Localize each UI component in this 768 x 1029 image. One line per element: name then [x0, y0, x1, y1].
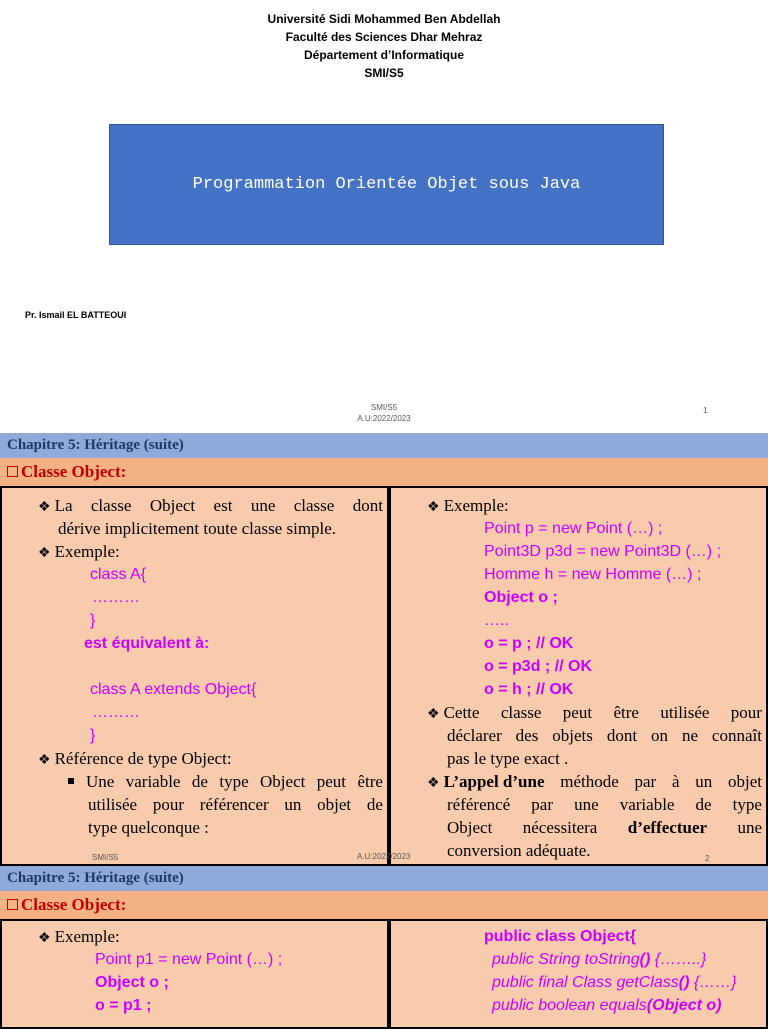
slide3-left-code-1: Point p1 = new Point (…) ; — [95, 951, 283, 968]
faculty-name: Faculté des Sciences Dhar Mehraz — [285, 30, 483, 44]
word: être — [613, 703, 639, 722]
slide2-left-panel — [0, 486, 389, 866]
slide2-footer-year: A.U:2022/2023 — [357, 852, 411, 861]
left-line4b — [88, 793, 383, 816]
bold-word: d’effectuer — [627, 818, 708, 837]
code-part: (Object o) — [646, 997, 722, 1014]
professor-name: Pr. Ismail EL BATTEOUI — [25, 310, 127, 320]
slide1-page-number: 1 — [703, 406, 708, 415]
university-header — [0, 10, 768, 82]
left-code-5: class A extends Object{ — [90, 681, 257, 698]
slide3-chapter-title: Chapitre 5: Héritage (suite) — [7, 870, 184, 886]
word: utilisée — [660, 703, 710, 722]
word: pour — [730, 703, 762, 722]
word: une — [250, 496, 276, 515]
slide3-right-code-3 — [492, 971, 737, 994]
word: Cette — [443, 703, 480, 722]
word: objets — [552, 726, 593, 745]
checkbox-square-icon — [7, 466, 18, 477]
diamond-bullet-icon: ❖ — [38, 931, 51, 946]
text: Exemple: — [54, 927, 120, 946]
square-bullet-icon — [68, 778, 74, 784]
code-part: public boolean equals — [492, 997, 647, 1014]
left-line4c: type quelconque : — [88, 818, 209, 837]
word: référencer — [199, 795, 269, 814]
word: une — [574, 795, 599, 814]
code-part: {……} — [689, 974, 737, 991]
slide2-page-number: 2 — [705, 854, 710, 863]
right-line3a — [427, 770, 762, 795]
right-line3b — [447, 793, 762, 816]
left-code-6: ……… — [92, 704, 140, 721]
text: Exemple: — [443, 496, 509, 515]
left-code-4: est équivalent à: — [84, 635, 210, 652]
word: par — [531, 795, 554, 814]
slide2-section-title — [7, 462, 126, 482]
word: objet — [727, 772, 762, 791]
word: type — [732, 795, 762, 814]
left-code-1: class A{ — [90, 566, 147, 583]
word: un — [695, 772, 713, 791]
word: de — [695, 795, 712, 814]
right-code-4: Object o ; — [484, 589, 558, 606]
slide3-right-code-4 — [492, 994, 721, 1017]
right-code-1: Point p = new Point (…) ; — [484, 520, 663, 537]
slide3-section-bar — [0, 891, 768, 919]
word: variable — [125, 772, 181, 791]
slide3-right-panel — [389, 919, 768, 1029]
diamond-bullet-icon: ❖ — [427, 500, 440, 515]
right-code-2: Point3D p3d = new Point3D (…) ; — [484, 543, 722, 560]
slide3-right-code-2 — [492, 948, 706, 971]
word: objet — [317, 795, 352, 814]
slide2-section-label: Classe Object: — [21, 462, 127, 481]
slide3-section-label: Classe Object: — [21, 895, 127, 914]
right-code-7: o = p3d ; // OK — [484, 658, 593, 675]
diamond-bullet-icon: ❖ — [38, 546, 51, 561]
left-line1a — [38, 494, 383, 519]
slide3-chapter-bar — [0, 866, 768, 891]
right-line2b — [447, 724, 762, 747]
word: Object — [260, 772, 306, 791]
word: de — [191, 772, 208, 791]
code-part: () — [678, 974, 690, 991]
word: référencé — [447, 795, 511, 814]
word: peut — [562, 703, 593, 722]
diamond-bullet-icon: ❖ — [427, 776, 440, 791]
word: des — [515, 726, 539, 745]
right-line2c: pas le type exact . — [447, 749, 569, 768]
word: par — [634, 772, 657, 791]
word: connaît — [711, 726, 762, 745]
word: Une — [86, 772, 115, 791]
title-banner — [109, 124, 664, 245]
word: être — [357, 772, 383, 791]
left-example-label — [38, 540, 120, 565]
code-part: public final Class getClass — [492, 974, 679, 991]
checkbox-square-icon — [7, 899, 18, 910]
right-code-3: Homme h = new Homme (…) ; — [484, 566, 702, 583]
left-reference-label — [38, 747, 232, 772]
diamond-bullet-icon: ❖ — [427, 707, 440, 722]
word: une — [737, 818, 762, 837]
word: dont — [352, 496, 383, 515]
slide2-section-bar — [0, 458, 768, 486]
diamond-bullet-icon: ❖ — [38, 753, 51, 768]
word: à — [671, 772, 680, 791]
word: classe — [500, 703, 542, 722]
word: La — [54, 496, 73, 515]
slide3-left-panel — [0, 919, 389, 1029]
slide1-footer-course: SMI/S5 — [370, 403, 398, 412]
right-line3c — [447, 816, 762, 839]
code-part: () — [639, 951, 651, 968]
left-code-3: } — [90, 612, 96, 629]
word: variable — [619, 795, 675, 814]
word: classe — [90, 496, 132, 515]
code-part: {……..} — [650, 951, 707, 968]
word: méthode — [560, 772, 619, 791]
slide2-right-panel — [389, 486, 768, 866]
word: ne — [681, 726, 698, 745]
diamond-bullet-icon: ❖ — [38, 500, 51, 515]
slide3-section-title — [7, 895, 126, 915]
right-code-5: ….. — [484, 612, 509, 629]
slide2-footer-course: SMI/S5 — [92, 853, 119, 862]
word: utilisée — [88, 795, 138, 814]
word: Object — [447, 818, 493, 837]
right-line2a — [427, 701, 762, 726]
slide3-right-code-1: public class Object{ — [484, 928, 637, 945]
right-code-8: o = h ; // OK — [484, 681, 574, 698]
slide3-left-code-3: o = p1 ; — [95, 997, 152, 1014]
left-line4a — [68, 770, 383, 793]
course-title: Programmation Orientée Objet sous Java — [192, 175, 581, 194]
code-part: public String toString — [492, 951, 640, 968]
slide2-chapter-bar — [0, 433, 768, 458]
right-line3d: conversion adéquate. — [447, 841, 591, 860]
word: nécessitera — [522, 818, 598, 837]
right-code-6: o = p ; // OK — [484, 635, 574, 652]
text: Exemple: — [54, 542, 120, 561]
department-name: Département d’Informatique — [303, 48, 465, 62]
word: dont — [606, 726, 638, 745]
right-example-label — [427, 494, 509, 519]
university-name: Université Sidi Mohammed Ben Abdellah — [267, 12, 501, 26]
text: Référence de type Object: — [54, 749, 232, 768]
word: classe — [293, 496, 335, 515]
word: on — [651, 726, 668, 745]
word: déclarer — [447, 726, 502, 745]
left-code-2: ……… — [92, 589, 140, 606]
word: de — [366, 795, 383, 814]
word: peut — [316, 772, 347, 791]
word: Object — [149, 496, 196, 515]
slide1-footer — [334, 402, 434, 424]
left-line1b: dérive implicitement toute classe simple. — [58, 519, 337, 538]
word: un — [284, 795, 302, 814]
course-code: SMI/S5 — [364, 66, 404, 80]
bold-phrase: L’appel d’une — [443, 772, 545, 791]
left-code-7: } — [90, 727, 96, 744]
slide1-footer-year: A.U:2022/2023 — [357, 414, 411, 423]
word: type — [219, 772, 249, 791]
slide3-example-label — [38, 925, 120, 950]
slide2-chapter-title: Chapitre 5: Héritage (suite) — [7, 437, 184, 453]
slide3-left-code-2: Object o ; — [95, 974, 169, 991]
word: pour — [152, 795, 185, 814]
word: est — [213, 496, 233, 515]
